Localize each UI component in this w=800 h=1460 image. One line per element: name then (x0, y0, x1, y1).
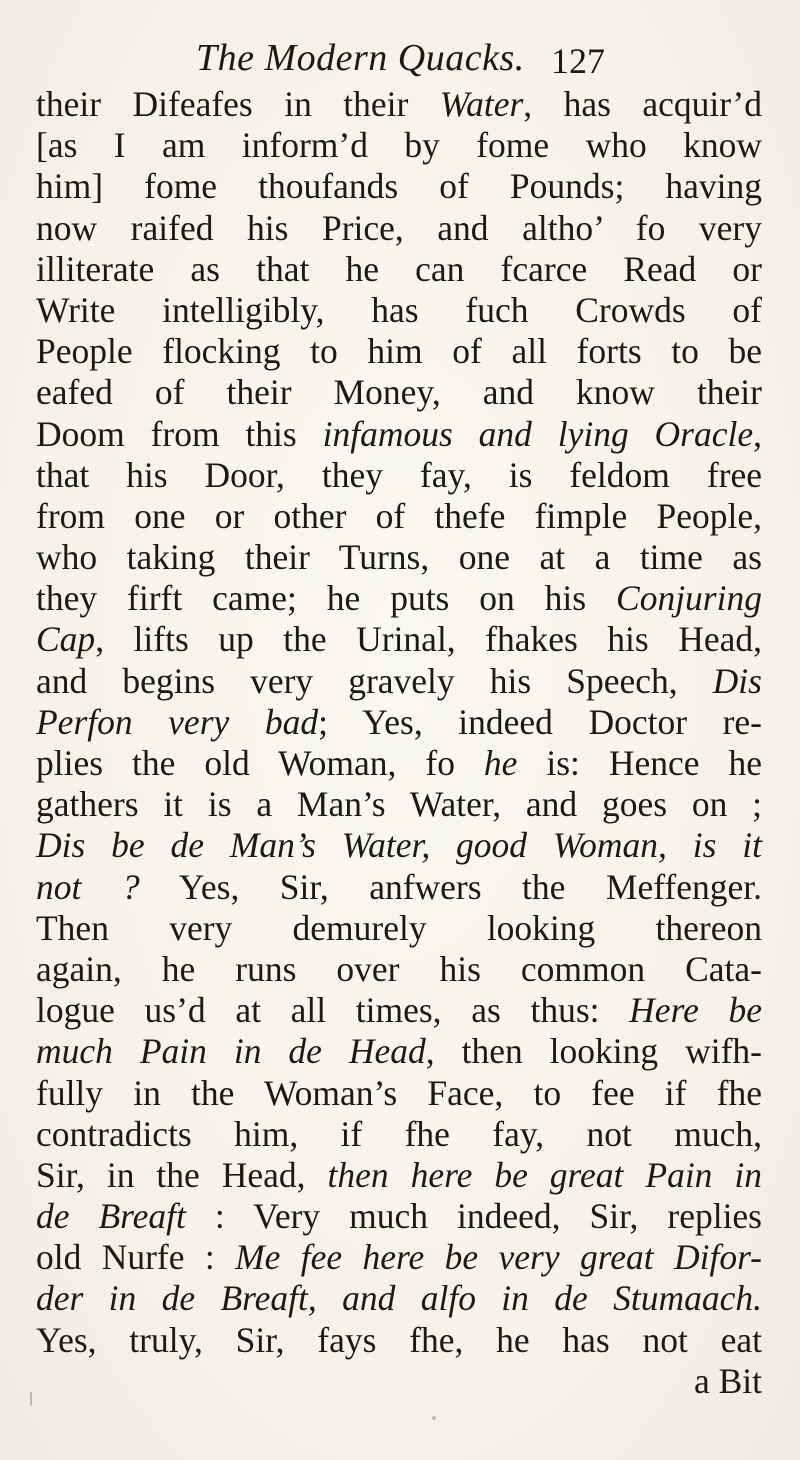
italic-text: Water (439, 84, 524, 124)
text-run: is: Hence he (517, 743, 762, 783)
text-run: illiterate as that he can fcarce Read or (36, 248, 762, 289)
text-line (36, 1361, 762, 1402)
text-line (36, 661, 762, 702)
text-run: they firft came; he puts on his (36, 578, 617, 619)
italic-text: Me fee here be very great Difor- (235, 1237, 763, 1278)
text-run: again, he runs over his common Cata- (36, 948, 762, 989)
text-line (36, 84, 762, 125)
italic-text: der in de Breaft, and alfo in de Stumaach. (36, 1278, 762, 1319)
italic-text: infamous and lying Oracle (322, 413, 754, 454)
text-line (36, 949, 762, 990)
text-line (36, 1278, 762, 1319)
text-line (36, 290, 762, 331)
text-line (36, 537, 762, 578)
text-run: logue us’d at all times, as thus: (36, 990, 630, 1031)
text-line (36, 414, 762, 455)
italic-text: de Breaft (36, 1196, 186, 1237)
text-line (36, 1320, 762, 1361)
text-run: fully in the Woman’s Face, to fee if fhe (36, 1072, 762, 1113)
italic-text: he (483, 743, 518, 783)
text-line (36, 1114, 762, 1155)
text-line (36, 867, 762, 908)
text-line (36, 1155, 762, 1196)
text-line (36, 784, 762, 825)
text-line (36, 166, 762, 207)
text-line (36, 990, 762, 1031)
text-run: Then very demurely looking thereon (36, 907, 762, 948)
text-run: , lifts up the Urinal, fhakes his Head, (95, 619, 762, 660)
text-run: a Bit (693, 1360, 762, 1401)
text-run: now raifed his Price, and altho’ fo very (36, 207, 762, 248)
italic-text: then here be great Pain in (327, 1154, 763, 1195)
running-title: The Modern Quacks. (196, 37, 525, 79)
text-run: and begins very gravely his Speech, (36, 660, 713, 701)
text-run: him] fome thoufands of Pounds; having (36, 166, 762, 207)
text-line (36, 455, 762, 496)
text-line (36, 619, 762, 660)
text-run: gathers it is a Man’s Water, and goes on ; (36, 784, 762, 825)
text-line (36, 208, 762, 249)
text-run: [as I am inform’d by fome who know (36, 125, 762, 166)
text-line (36, 372, 762, 413)
italic-text: not ? (36, 866, 140, 907)
italic-text: Dis be de Man’s Water, good Woman, is it (36, 825, 762, 866)
text-run: Sir, in the Head, (36, 1154, 328, 1195)
text-run: Doom from this (36, 413, 323, 454)
text-run: eafed of their Money, and know their (36, 372, 762, 413)
text-line (36, 578, 762, 619)
italic-text: Conjuring (616, 578, 762, 619)
text-line (36, 331, 762, 372)
text-line (36, 125, 762, 166)
text-run: from one or other of thefe fimple People, (36, 495, 762, 536)
text-run: contradicts him, if fhe fay, not much, (36, 1113, 762, 1154)
text-line (36, 743, 762, 784)
italic-text: Dis (712, 660, 762, 701)
text-run: , then looking wifh- (425, 1031, 762, 1072)
text-run: Yes, Sir, anfwers the Meffenger. (139, 866, 762, 907)
italic-text: much Pain in de Head (36, 1031, 426, 1072)
text-run: old Nurfe : (36, 1237, 236, 1278)
text-line (36, 825, 762, 866)
text-run: who taking their Turns, one at a time as (36, 537, 762, 578)
text-run: plies the old Woman, fo (36, 743, 484, 783)
text-run: that his Door, they fay, is feldom free (36, 454, 762, 495)
text-run: Write intelligibly, has fuch Crowds of (36, 289, 762, 330)
italic-text: Perfon very bad (36, 701, 319, 742)
text-run: Yes, truly, Sir, fays fhe, he has not eat (36, 1319, 762, 1360)
text-run: , has acquir’d (523, 84, 762, 124)
text-run: People flocking to him of all forts to be (36, 331, 762, 372)
paper-speck (432, 1416, 436, 1420)
page-number: 127 (551, 41, 605, 81)
text-line (36, 1237, 762, 1278)
text-line (36, 702, 762, 743)
text-line (36, 1031, 762, 1072)
text-line (36, 249, 762, 290)
italic-text: Cap (36, 619, 96, 660)
italic-text: Here be (629, 990, 762, 1031)
body-text (36, 84, 762, 1402)
text-run: ; Yes, indeed Doctor re- (318, 701, 762, 742)
text-run: : Very much indeed, Sir, replies (185, 1196, 762, 1237)
paper-speck (30, 1392, 32, 1406)
text-line (36, 1196, 762, 1237)
text-run: their Difeafes in their (36, 84, 440, 124)
text-line (36, 496, 762, 537)
text-line (36, 908, 762, 949)
text-run: , (753, 413, 762, 454)
text-line (36, 1073, 762, 1114)
